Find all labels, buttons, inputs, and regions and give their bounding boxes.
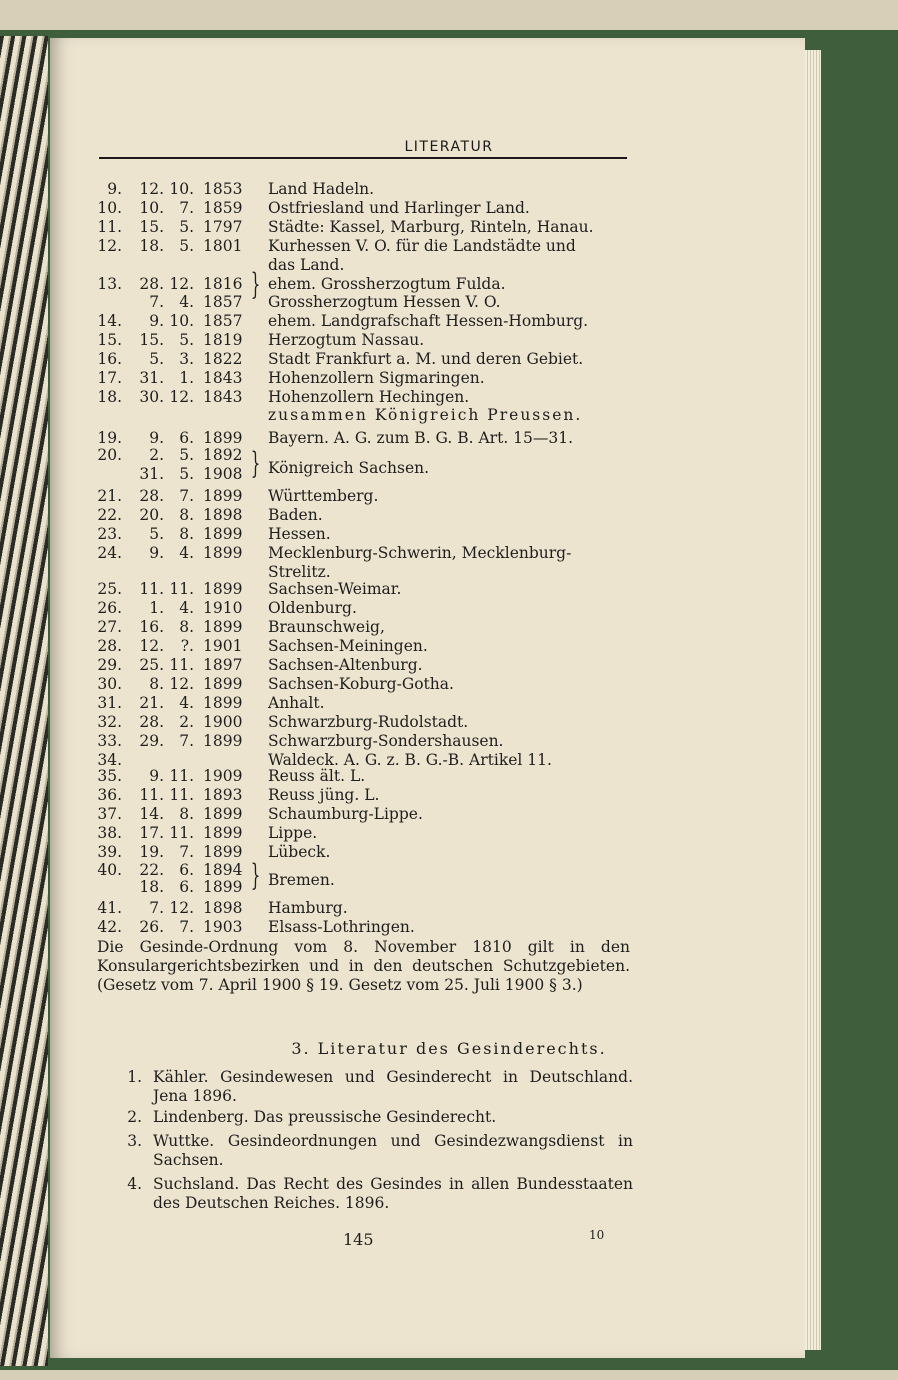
table-row	[0, 599, 898, 619]
row-territory: Reuss jüng. L.	[268, 786, 380, 804]
row-territory: Sachsen-Altenburg.	[268, 656, 423, 674]
row-month: 7.	[179, 199, 194, 217]
row-territory: Schaumburg-Lippe.	[268, 805, 423, 823]
header-rule	[99, 157, 627, 159]
table-row	[0, 465, 898, 485]
row-territory: Hamburg.	[268, 899, 348, 917]
row-year: 1893	[203, 786, 243, 804]
row-year: 1900	[203, 713, 243, 731]
row-year: 1898	[203, 899, 243, 917]
row-territory: Stadt Frankfurt a. M. und deren Gebiet.	[268, 350, 584, 368]
paragraph: Die Gesinde-Ordnung vom 8. November 1810 gilt in den Konsulargerichtsbezirken und in den deutschen Schutzgebieten. (Gesetz vom 7. April 1900 § 19. Gesetz vom 25. Juli 1900 § 3.)	[97, 938, 630, 994]
table-row	[0, 580, 898, 600]
row-month: 12.	[169, 388, 194, 406]
table-row	[0, 218, 898, 238]
row-day: 16.	[139, 618, 164, 636]
row-territory: Schwarzburg-Rudolstadt.	[268, 713, 469, 731]
row-territory: Herzogtum Nassau.	[268, 331, 425, 349]
row-number: 14.	[97, 312, 122, 330]
row-number: 25.	[97, 580, 122, 598]
row-year: 1897	[203, 656, 243, 674]
literature-text: Kähler. Gesindewesen und Gesinderecht in Deutschland. Jena 1896.	[153, 1068, 633, 1105]
row-month: 7.	[179, 843, 194, 861]
row-territory: Schwarzburg-Sondershausen.	[268, 732, 504, 750]
row-month: 1.	[179, 369, 194, 387]
row-month: 12.	[169, 275, 194, 293]
table-row	[0, 824, 898, 844]
literature-number: 4.	[127, 1175, 142, 1193]
row-year: 1899	[203, 618, 243, 636]
signature-mark: 10	[589, 1228, 605, 1242]
row-territory: Hessen.	[268, 525, 331, 543]
table-row	[0, 805, 898, 825]
table-row	[0, 199, 898, 219]
row-territory: Reuss ält. L.	[268, 767, 366, 785]
row-day: 25.	[139, 656, 164, 674]
row-year: 1898	[203, 506, 243, 524]
row-number: 30.	[97, 675, 122, 693]
row-day: 17.	[139, 824, 164, 842]
row-year: 1899	[203, 544, 243, 562]
row-number: 18.	[97, 388, 122, 406]
table-row	[0, 767, 898, 787]
row-day: 20.	[139, 506, 164, 524]
row-month: 5.	[179, 218, 194, 236]
row-day: 12.	[139, 180, 164, 198]
row-day: 18.	[139, 237, 164, 255]
row-territory: Hohenzollern Hechingen.	[268, 388, 470, 406]
literature-item	[120, 1108, 635, 1127]
row-territory: ehem. Grossherzogtum Fulda.	[268, 275, 506, 293]
row-number: 40.	[97, 861, 122, 879]
row-month: 7.	[179, 732, 194, 750]
row-year: 1857	[203, 312, 243, 330]
row-day: 7.	[149, 293, 164, 311]
row-year: 1901	[203, 637, 243, 655]
row-number: 20.	[97, 446, 122, 464]
row-day: 9.	[149, 767, 164, 785]
row-territory: Württemberg.	[268, 487, 379, 505]
row-number: 11.	[97, 218, 122, 236]
row-number: 13.	[97, 275, 122, 293]
row-number: 35.	[97, 767, 122, 785]
row-month: 5.	[179, 465, 194, 483]
row-month: 8.	[179, 506, 194, 524]
row-month: 10.	[169, 312, 194, 330]
brace-13: }	[250, 267, 261, 302]
row-year: 1899	[203, 878, 243, 896]
row-year: 1857	[203, 293, 243, 311]
row-year: 1899	[203, 580, 243, 598]
row-day: 18.	[139, 878, 164, 896]
row-month: 11.	[169, 580, 194, 598]
row-day: 12.	[139, 637, 164, 655]
row-day: 31.	[139, 465, 164, 483]
page-number: 145	[343, 1230, 374, 1249]
row-territory: ehem. Landgrafschaft Hessen-Homburg.	[268, 312, 589, 330]
row-month: 4.	[179, 293, 194, 311]
row-month: 11.	[169, 656, 194, 674]
row-day: 15.	[139, 331, 164, 349]
row-month: 4.	[179, 544, 194, 562]
table-row	[0, 350, 898, 370]
row-number: 15.	[97, 331, 122, 349]
row-day: 30.	[139, 388, 164, 406]
row-year: 1843	[203, 388, 243, 406]
row-number: 9.	[107, 180, 122, 198]
row-number: 38.	[97, 824, 122, 842]
table-row	[0, 180, 898, 200]
row-month: 12.	[169, 675, 194, 693]
row-day: 5.	[149, 350, 164, 368]
row-day: 15.	[139, 218, 164, 236]
row-month: 10.	[169, 180, 194, 198]
row-day: 31.	[139, 369, 164, 387]
row-year: 1899	[203, 824, 243, 842]
row-day: 26.	[139, 918, 164, 936]
row-month: ?.	[180, 637, 194, 655]
row-month: 11.	[169, 767, 194, 785]
row-number: 29.	[97, 656, 122, 674]
row-year: 1892	[203, 446, 243, 464]
literature-text: Wuttke. Gesindeordnungen und Gesindezwangsdienst in Sachsen.	[153, 1132, 633, 1169]
table-row	[0, 899, 898, 919]
row-number: 17.	[97, 369, 122, 387]
row-year: 1899	[203, 525, 243, 543]
row-month: 3.	[179, 350, 194, 368]
row-number: 41.	[97, 899, 122, 917]
table-row	[0, 694, 898, 714]
row-year: 1899	[203, 843, 243, 861]
row-territory: Elsass-Lothringen.	[268, 918, 415, 936]
row-month: 5.	[179, 237, 194, 255]
row-day: 22.	[139, 861, 164, 879]
row-territory: das Land.	[268, 256, 345, 274]
row-number: 27.	[97, 618, 122, 636]
table-row	[0, 388, 898, 408]
row-day: 9.	[149, 544, 164, 562]
bremen-label: Bremen.	[268, 871, 335, 889]
row-year: 1859	[203, 199, 243, 217]
row-year: 1894	[203, 861, 243, 879]
table-row	[0, 713, 898, 733]
table-row	[0, 618, 898, 638]
row-year: 1910	[203, 599, 243, 617]
table-row	[0, 446, 898, 466]
row-day: 11.	[139, 580, 164, 598]
table-row	[0, 918, 898, 938]
table-row	[0, 312, 898, 332]
row-year: 1797	[203, 218, 243, 236]
row-number: 19.	[97, 429, 122, 447]
row-day: 11.	[139, 786, 164, 804]
row-territory: Braunschweig,	[268, 618, 385, 636]
row-territory: Oldenburg.	[268, 599, 357, 617]
row-number: 39.	[97, 843, 122, 861]
row-day: 28.	[139, 713, 164, 731]
row-year: 1899	[203, 675, 243, 693]
literature-item	[120, 1068, 635, 1106]
row-year: 1816	[203, 275, 243, 293]
literature-item	[120, 1132, 635, 1170]
literature-item	[120, 1175, 635, 1213]
row-territory: Ostfriesland und Harlinger Land.	[268, 199, 530, 217]
brace-40: }	[250, 858, 261, 893]
table-row	[0, 732, 898, 752]
row-number: 28.	[97, 637, 122, 655]
table-row	[0, 275, 898, 295]
table-row	[0, 878, 898, 898]
row-territory: Strelitz.	[268, 563, 331, 581]
row-territory: Mecklenburg-Schwerin, Mecklenburg-	[268, 544, 572, 562]
row-year: 1853	[203, 180, 243, 198]
row-year: 1899	[203, 732, 243, 750]
row-day: 2.	[149, 446, 164, 464]
row-number: 36.	[97, 786, 122, 804]
row-day: 10.	[139, 199, 164, 217]
row-day: 1.	[149, 599, 164, 617]
row-month: 4.	[179, 694, 194, 712]
row-year: 1801	[203, 237, 243, 255]
row-month: 5.	[179, 446, 194, 464]
row-number: 33.	[97, 732, 122, 750]
row-territory: Lübeck.	[268, 843, 331, 861]
table-row	[0, 786, 898, 806]
row-number: 32.	[97, 713, 122, 731]
table-row	[0, 369, 898, 389]
row-month: 6.	[179, 878, 194, 896]
section-title: 3. Literatur des Gesinderechts.	[291, 1039, 607, 1058]
row-territory: Land Hadeln.	[268, 180, 375, 198]
row-month: 8.	[179, 525, 194, 543]
table-row	[0, 331, 898, 351]
literature-number: 3.	[127, 1132, 142, 1150]
literature-number: 2.	[127, 1108, 142, 1126]
row-territory: Bayern. A. G. zum B. G. B. Art. 15—31.	[268, 429, 574, 447]
table-row	[0, 525, 898, 545]
table-row	[0, 506, 898, 526]
row-territory: Baden.	[268, 506, 323, 524]
table-row	[0, 487, 898, 507]
row-day: 21.	[139, 694, 164, 712]
row-number: 37.	[97, 805, 122, 823]
row-month: 2.	[179, 713, 194, 731]
row-month: 6.	[179, 429, 194, 447]
row-day: 8.	[149, 675, 164, 693]
row-month: 11.	[169, 786, 194, 804]
row-month: 7.	[179, 487, 194, 505]
brace-20: }	[250, 446, 261, 481]
row-day: 14.	[139, 805, 164, 823]
literature-number: 1.	[127, 1068, 142, 1086]
running-header: LITERATUR	[404, 139, 494, 155]
row-month: 11.	[169, 824, 194, 842]
row-number: 24.	[97, 544, 122, 562]
table-row	[0, 675, 898, 695]
row-day: 9.	[149, 429, 164, 447]
row-year: 1819	[203, 331, 243, 349]
row-year: 1899	[203, 694, 243, 712]
row-territory: Lippe.	[268, 824, 318, 842]
row-day: 28.	[139, 487, 164, 505]
row-territory: Waldeck. A. G. z. B. G.-B. Artikel 11.	[268, 751, 552, 769]
row-territory: Städte: Kassel, Marburg, Rinteln, Hanau.	[268, 218, 594, 236]
prussia-summary: zusammen Königreich Preussen.	[268, 406, 583, 424]
saxony-label: Königreich Sachsen.	[268, 459, 430, 477]
table-row	[0, 843, 898, 863]
row-day: 9.	[149, 312, 164, 330]
table-row	[0, 656, 898, 676]
row-year: 1899	[203, 487, 243, 505]
row-year: 1903	[203, 918, 243, 936]
row-number: 26.	[97, 599, 122, 617]
row-number: 31.	[97, 694, 122, 712]
row-territory: Grossherzogtum Hessen V. O.	[268, 293, 501, 311]
row-month: 8.	[179, 805, 194, 823]
row-day: 28.	[139, 275, 164, 293]
row-month: 5.	[179, 331, 194, 349]
literature-text: Suchsland. Das Recht des Gesindes in allen Bundesstaaten des Deutschen Reiches. 1896.	[153, 1175, 633, 1212]
table-row	[0, 256, 898, 276]
row-territory: Sachsen-Koburg-Gotha.	[268, 675, 454, 693]
table-row	[0, 237, 898, 257]
row-territory: Kurhessen V. O. für die Landstädte und	[268, 237, 576, 255]
row-number: 21.	[97, 487, 122, 505]
literature-text: Lindenberg. Das preussische Gesinderecht.	[153, 1108, 497, 1126]
row-year: 1909	[203, 767, 243, 785]
table-row	[0, 544, 898, 564]
row-year: 1899	[203, 429, 243, 447]
row-day: 7.	[149, 899, 164, 917]
row-number: 22.	[97, 506, 122, 524]
row-day: 19.	[139, 843, 164, 861]
row-year: 1843	[203, 369, 243, 387]
row-day: 5.	[149, 525, 164, 543]
row-number: 12.	[97, 237, 122, 255]
row-number: 42.	[97, 918, 122, 936]
row-month: 4.	[179, 599, 194, 617]
row-territory: Sachsen-Meiningen.	[268, 637, 428, 655]
row-number: 34.	[97, 751, 122, 769]
row-month: 7.	[179, 918, 194, 936]
row-territory: Anhalt.	[268, 694, 325, 712]
row-year: 1822	[203, 350, 243, 368]
row-number: 10.	[97, 199, 122, 217]
table-row	[0, 637, 898, 657]
row-number: 23.	[97, 525, 122, 543]
row-territory: Sachsen-Weimar.	[268, 580, 402, 598]
row-territory: Hohenzollern Sigmaringen.	[268, 369, 485, 387]
row-month: 6.	[179, 861, 194, 879]
row-number: 16.	[97, 350, 122, 368]
row-month: 8.	[179, 618, 194, 636]
row-year: 1899	[203, 805, 243, 823]
row-month: 12.	[169, 899, 194, 917]
row-year: 1908	[203, 465, 243, 483]
row-day: 29.	[139, 732, 164, 750]
table-row	[0, 293, 898, 313]
